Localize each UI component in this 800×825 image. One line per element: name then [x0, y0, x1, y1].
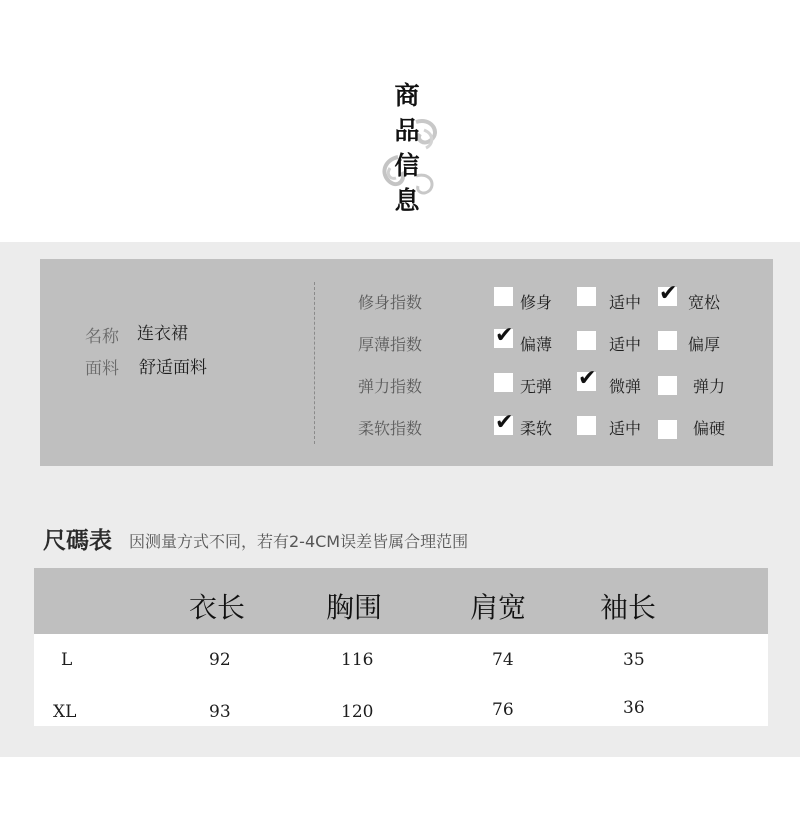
size-cell: L — [61, 650, 73, 670]
value-cell: 36 — [623, 698, 645, 718]
softness-index-label: 柔软指数 — [358, 419, 423, 438]
title-char: 商 — [394, 81, 420, 110]
value-cell: 74 — [492, 650, 514, 670]
header-length: 衣长 — [189, 591, 246, 624]
option-label: 适中 — [609, 293, 642, 312]
value-cell: 76 — [492, 700, 514, 720]
option-label: 柔软 — [520, 419, 553, 438]
checkmark-icon: ✔ — [659, 281, 678, 306]
option-label: 偏厚 — [688, 335, 721, 354]
elasticity-index-label: 弹力指数 — [358, 377, 423, 396]
header-section — [0, 0, 800, 242]
checkmark-icon: ✔ — [578, 366, 597, 391]
checkbox-fit-loose[interactable] — [658, 281, 678, 306]
option-label: 偏薄 — [520, 335, 553, 354]
option-label: 无弹 — [520, 377, 553, 396]
checkbox-soft[interactable] — [494, 410, 514, 435]
option-label: 微弹 — [609, 377, 642, 396]
option-label: 宽松 — [688, 293, 721, 312]
header-sleeve: 袖长 — [600, 591, 657, 624]
title-char: 息 — [394, 186, 420, 215]
thickness-index-label: 厚薄指数 — [358, 335, 423, 354]
checkbox-fit-slim[interactable] — [494, 287, 513, 306]
panel-divider — [314, 282, 315, 444]
value-cell: 116 — [341, 650, 374, 670]
value-cell: 120 — [341, 702, 374, 722]
checkbox-stretch[interactable] — [658, 376, 677, 395]
option-label: 弹力 — [693, 377, 726, 396]
name-label: 名称 — [85, 327, 119, 347]
header-shoulder: 肩宽 — [470, 591, 527, 624]
checkbox-medium-soft[interactable] — [577, 416, 596, 435]
fabric-value: 舒适面料 — [139, 358, 207, 378]
size-cell: XL — [53, 702, 77, 722]
fit-index-label: 修身指数 — [358, 293, 423, 312]
checkbox-slight-stretch[interactable] — [577, 366, 597, 391]
header-chest: 胸围 — [326, 591, 383, 624]
product-info-title — [392, 78, 422, 218]
checkbox-firm[interactable] — [658, 420, 677, 439]
checkmark-icon: ✔ — [495, 323, 514, 348]
option-label: 适中 — [609, 335, 642, 354]
size-chart-title: 尺碼表 — [43, 528, 112, 554]
option-label: 修身 — [520, 293, 553, 312]
checkbox-medium[interactable] — [577, 331, 596, 350]
value-cell: 35 — [623, 650, 645, 670]
checkbox-no-stretch[interactable] — [494, 373, 513, 392]
size-chart-note: 因测量方式不同，若有2-4CM误差皆属合理范围 — [129, 532, 469, 551]
checkbox-thin[interactable] — [494, 323, 514, 348]
checkbox-fit-regular[interactable] — [577, 287, 596, 306]
option-label: 偏硬 — [693, 419, 726, 438]
table-header — [34, 568, 768, 634]
name-value: 连衣裙 — [137, 324, 188, 344]
value-cell: 92 — [209, 650, 231, 670]
checkbox-thick[interactable] — [658, 331, 677, 350]
option-label: 适中 — [609, 419, 642, 438]
checkmark-icon: ✔ — [495, 410, 514, 435]
title-char: 信 — [394, 151, 420, 180]
title-char: 品 — [394, 116, 420, 145]
fabric-label: 面料 — [85, 359, 119, 379]
value-cell: 93 — [209, 702, 231, 722]
size-table — [34, 568, 768, 726]
